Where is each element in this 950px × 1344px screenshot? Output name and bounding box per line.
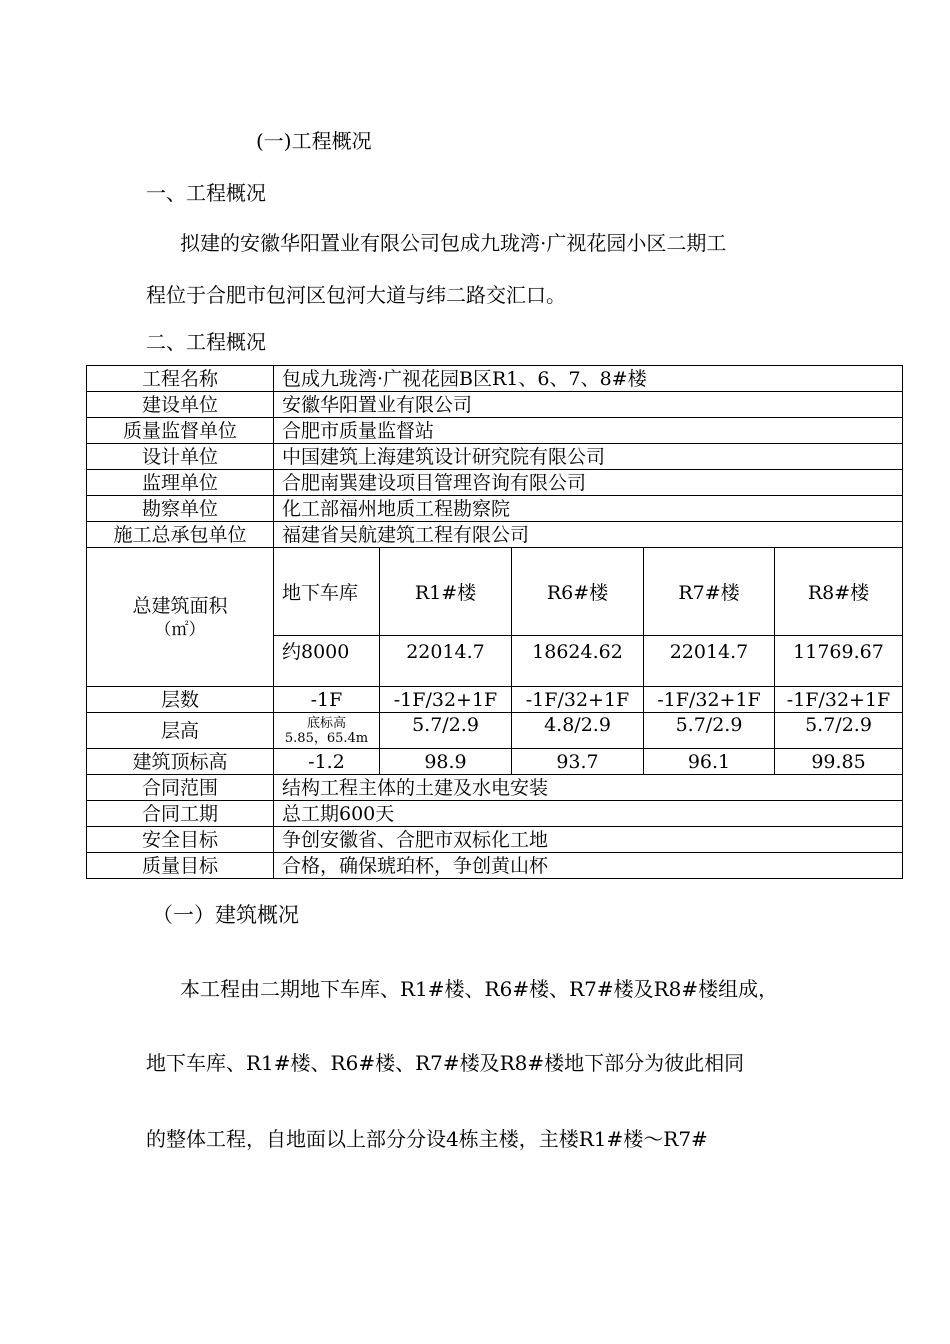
floors-value: -1F/32+1F <box>512 687 644 713</box>
row-value: 中国建筑上海建筑设计研究院有限公司 <box>274 444 903 470</box>
top-elev-value: 98.9 <box>380 749 512 775</box>
row-value: 化工部福州地质工程勘察院 <box>274 496 903 522</box>
area-value-r6: 18624.62 <box>512 636 644 687</box>
row-label: 勘察单位 <box>87 496 274 522</box>
row-label: 监理单位 <box>87 470 274 496</box>
area-header-row <box>87 548 903 636</box>
intro-line-2: 程位于合肥市包河区包河大道与纬二路交汇口。 <box>146 283 566 307</box>
row-label: 设计单位 <box>87 444 274 470</box>
height-row <box>87 713 903 749</box>
area-value-garage: 约8000 <box>274 636 380 687</box>
top-elev-value: -1.2 <box>274 749 380 775</box>
section-heading-2: （一）建筑概况 <box>152 903 299 927</box>
top-elev-row <box>87 749 903 775</box>
intro-line-1: 拟建的安徽华阳置业有限公司包成九珑湾·广视花园小区二期工 <box>180 231 727 255</box>
height-value: 5.7/2.9 <box>380 713 512 749</box>
row-value: 合格，确保琥珀杯，争创黄山杯 <box>274 853 903 879</box>
section-heading-1: (一)工程概况 <box>256 129 372 153</box>
area-header-r1: R1#楼 <box>380 548 512 636</box>
height-garage-line2: 5.85，65.4m <box>284 730 369 746</box>
height-value: 5.7/2.9 <box>644 713 775 749</box>
table-row <box>87 827 903 853</box>
table-row <box>87 496 903 522</box>
table-row <box>87 366 903 392</box>
area-label-cell <box>87 548 274 687</box>
table-row <box>87 853 903 879</box>
area-value-r8: 11769.67 <box>775 636 903 687</box>
body-line-3: 的整体工程，自地面以上部分分设4栋主楼，主楼R1#楼～R7# <box>146 1127 708 1151</box>
table-row <box>87 801 903 827</box>
area-label: 总建筑面积 <box>132 595 228 617</box>
row-value: 包成九珑湾·广视花园B区R1、6、7、8#楼 <box>274 366 903 392</box>
area-header-r8: R8#楼 <box>775 548 903 636</box>
row-label: 质量目标 <box>87 853 274 879</box>
body-line-2: 地下车库、R1#楼、R6#楼、R7#楼及R8#楼地下部分为彼此相同 <box>146 1051 745 1075</box>
height-value: 5.7/2.9 <box>775 713 903 749</box>
height-garage-line1: 底标高 <box>306 715 346 731</box>
row-label: 合同范围 <box>87 775 274 801</box>
floors-row <box>87 687 903 713</box>
row-value: 安徽华阳置业有限公司 <box>274 392 903 418</box>
table-row <box>87 775 903 801</box>
body-line-1: 本工程由二期地下车库、R1#楼、R6#楼、R7#楼及R8#楼组成， <box>180 977 779 1001</box>
row-label: 质量监督单位 <box>87 418 274 444</box>
area-value-r7: 22014.7 <box>644 636 775 687</box>
subsection-heading-2: 二、工程概况 <box>146 330 266 354</box>
floors-value: -1F <box>274 687 380 713</box>
row-label: 安全目标 <box>87 827 274 853</box>
height-garage-cell <box>274 713 380 749</box>
table-row <box>87 470 903 496</box>
project-info-table <box>86 365 903 879</box>
top-elev-value: 93.7 <box>512 749 644 775</box>
area-value-r1: 22014.7 <box>380 636 512 687</box>
top-elev-value: 99.85 <box>775 749 903 775</box>
row-label: 合同工期 <box>87 801 274 827</box>
row-label: 工程名称 <box>87 366 274 392</box>
table-row <box>87 444 903 470</box>
row-label: 施工总承包单位 <box>87 522 274 548</box>
height-value: 4.8/2.9 <box>512 713 644 749</box>
top-elev-value: 96.1 <box>644 749 775 775</box>
row-label: 建筑顶标高 <box>87 749 274 775</box>
floors-value: -1F/32+1F <box>775 687 903 713</box>
row-label: 层高 <box>87 713 274 749</box>
row-value: 合肥南巽建设项目管理咨询有限公司 <box>274 470 903 496</box>
row-value: 合肥市质量监督站 <box>274 418 903 444</box>
table-row <box>87 522 903 548</box>
row-label: 层数 <box>87 687 274 713</box>
subsection-heading-1: 一、工程概况 <box>146 181 266 205</box>
floors-value: -1F/32+1F <box>644 687 775 713</box>
area-header-garage: 地下车库 <box>274 548 380 636</box>
floors-value: -1F/32+1F <box>380 687 512 713</box>
table-row <box>87 418 903 444</box>
table-row <box>87 392 903 418</box>
row-value: 结构工程主体的土建及水电安装 <box>274 775 903 801</box>
row-value: 福建省吴航建筑工程有限公司 <box>274 522 903 548</box>
row-value: 总工期600天 <box>274 801 903 827</box>
row-value: 争创安徽省、合肥市双标化工地 <box>274 827 903 853</box>
area-header-r6: R6#楼 <box>512 548 644 636</box>
area-unit: （㎡） <box>154 620 206 640</box>
row-label: 建设单位 <box>87 392 274 418</box>
area-header-r7: R7#楼 <box>644 548 775 636</box>
